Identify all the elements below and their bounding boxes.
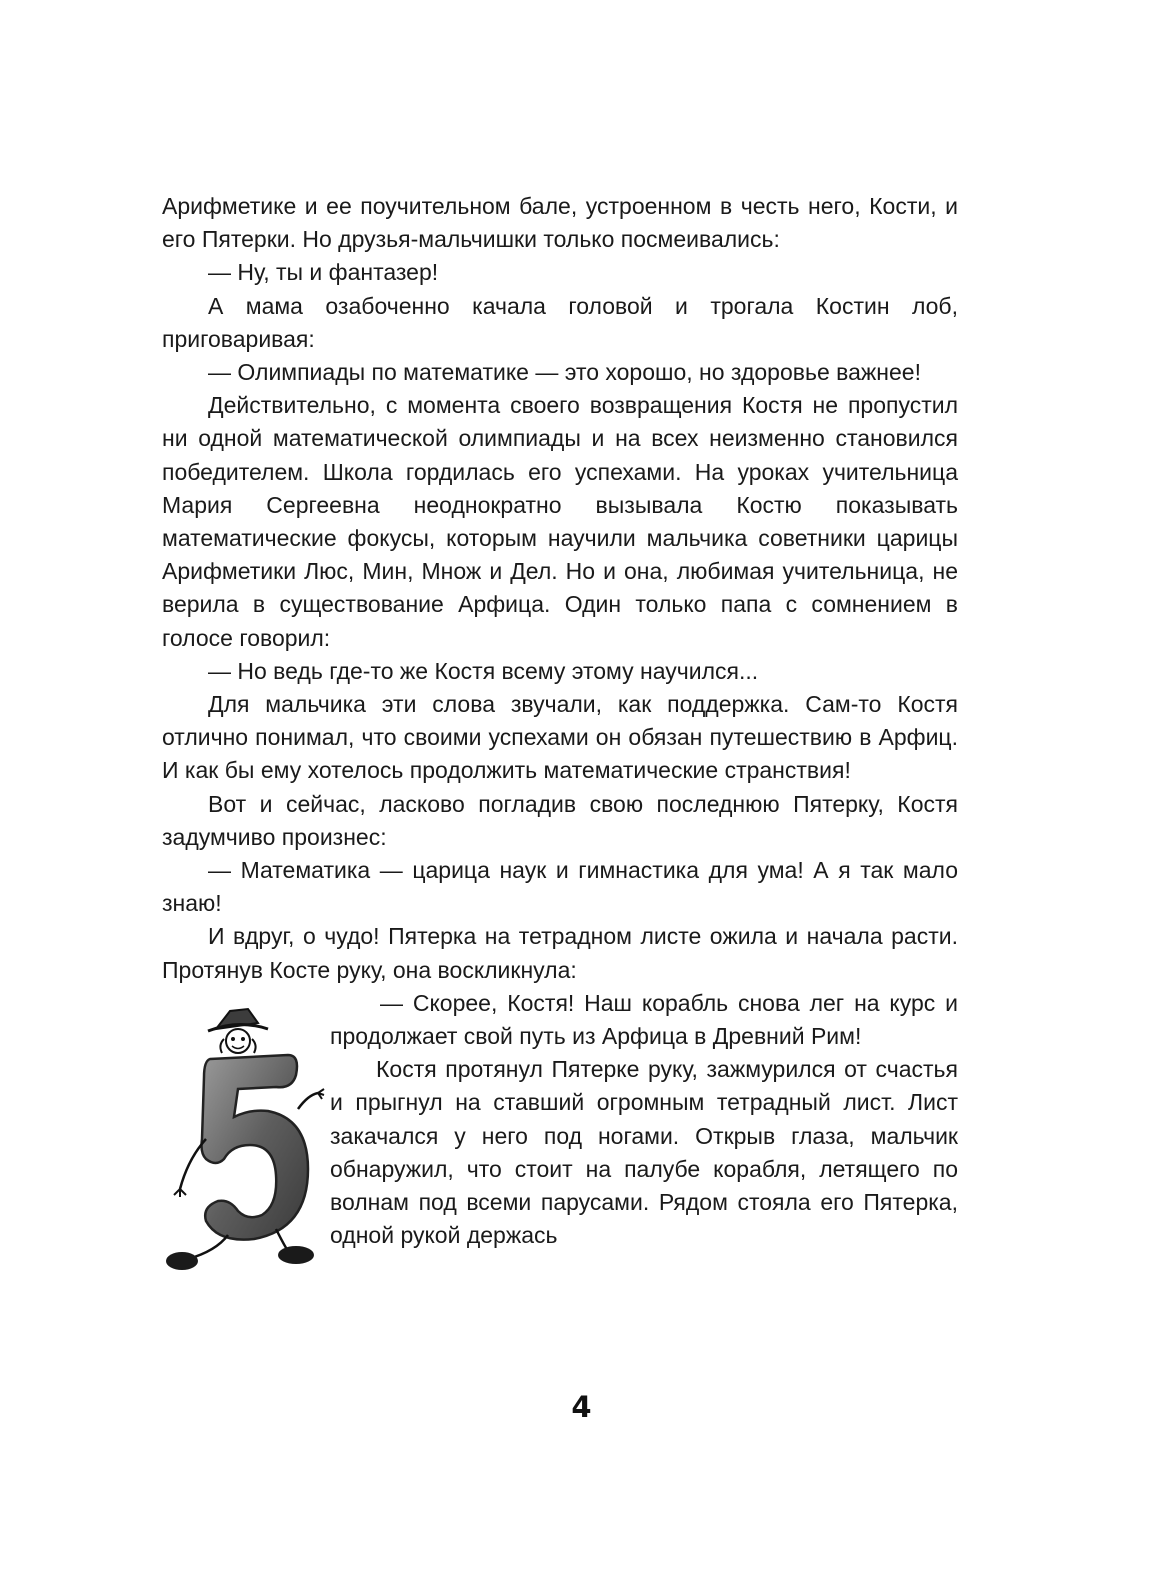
page-number: 4	[571, 1390, 592, 1424]
paragraph: Вот и сейчас, ласково погладив свою последнюю Пятерку, Костя задумчиво произнес:	[162, 790, 958, 850]
paragraph: А мама озабоченно качала головой и трогала Костин лоб, приговаривая:	[162, 292, 958, 352]
body-text	[162, 190, 958, 1279]
paragraph: Для мальчика эти слова звучали, как поддержка. Сам-то Костя отлично понимал, что своими успехами он обязан путешествию в Арфиц. И как бы ему хотелось продолжить математические странствия!	[162, 691, 958, 784]
paragraph: Действительно, с момента своего возвращения Костя не пропустил ни одной математической олимпиады и на всех неизменно становился победителем. Школа гордилась его успехами. На уроках учительница Мария Сергеевна неоднократно вызывала Костю показывать математические фокусы, которым научили мальчика советники царицы Арифметики Люс, Мин, Множ и Дел. Но и она, любимая учительница, не верила в существование Арфица. Один только папа с сомнением в голосе говорил:	[162, 392, 958, 651]
five-character-illustration-icon	[158, 989, 326, 1279]
dialogue-line: — Олимпиады по математике — это хорошо, но здоровье важнее!	[208, 359, 921, 386]
dialogue-line: — Но ведь где-то же Костя всему этому научился...	[208, 657, 759, 684]
dialogue-line: — Ну, ты и фантазер!	[208, 259, 439, 286]
dialogue-line: — Скорее, Костя! Наш корабль снова лег на курс и продолжает свой путь из Арфица в Древний Рим!	[330, 989, 958, 1050]
paragraph: Костя протянул Пятерке руку, зажмурился от счастья и прыгнул на ставший огромным тетрадный лист. Лист закачался у него под ногами. Открыв глаза, мальчик обнаружил, что стоит на палубе корабля, летящего по волнам под всеми парусами. Рядом стояла его Пятерка, одной рукой держась	[330, 1056, 958, 1249]
illustrated-section	[162, 987, 958, 1253]
dialogue-line: — Математика — царица наук и гимнастика для ума! А я так мало знаю!	[162, 857, 958, 917]
paragraph: Арифметике и ее поучительном бале, устроенном в честь него, Кости, и его Пятерки. Но друзья-мальчишки только посмеивались:	[162, 193, 958, 253]
paragraph: И вдруг, о чудо! Пятерка на тетрадном листе ожила и начала расти. Протянув Косте руку, она воскликнула:	[162, 923, 958, 983]
